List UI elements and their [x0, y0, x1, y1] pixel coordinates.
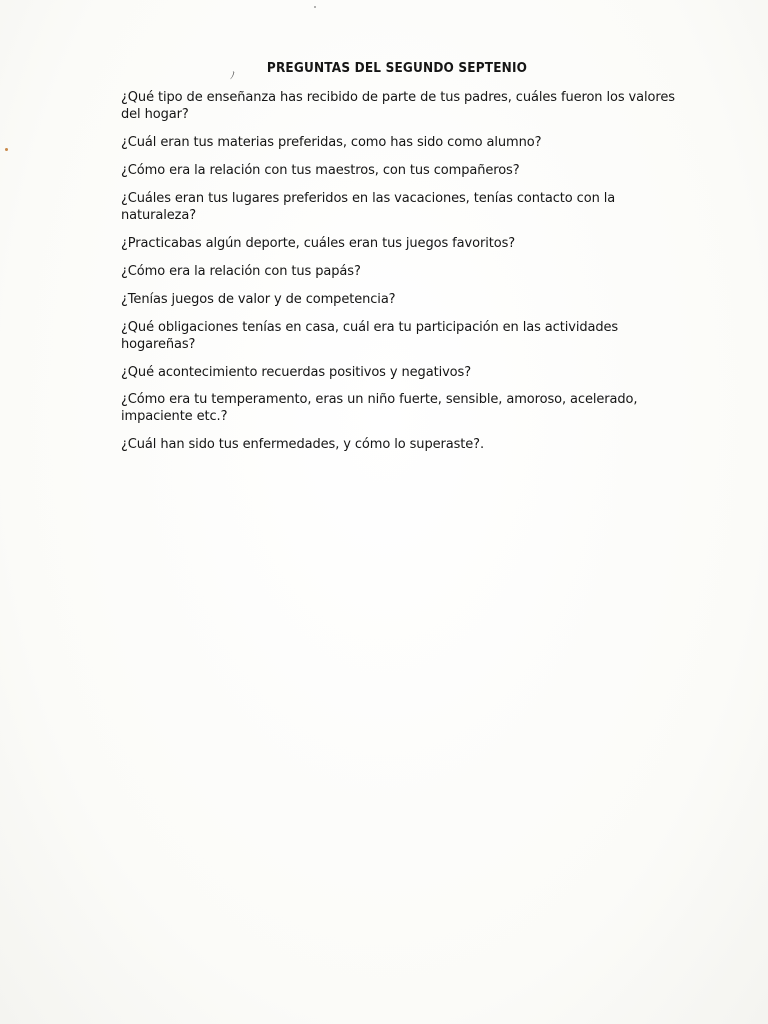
- question-6: ¿Cómo era la relación con tus papás?: [121, 264, 361, 279]
- scan-speck: [314, 6, 316, 8]
- question-9: ¿Qué acontecimiento recuerdas positivos y negativos?: [121, 365, 472, 380]
- stray-pen-mark: ﾉ: [230, 71, 235, 82]
- question-4: ¿Cuáles eran tus lugares preferidos en las vacaciones, tenías contacto con la naturaleza?: [121, 191, 616, 223]
- page-title: PREGUNTAS DEL SEGUNDO SEPTENIO: [266, 61, 528, 76]
- question-3: ¿Cómo era la relación con tus maestros, con tus compañeros?: [121, 163, 520, 178]
- question-5: ¿Practicabas algún deporte, cuáles eran tus juegos favoritos?: [121, 236, 516, 251]
- question-2: ¿Cuál eran tus materias preferidas, como has sido como alumno?: [121, 135, 542, 150]
- question-1: ¿Qué tipo de enseñanza has recibido de parte de tus padres, cuáles fueron los valores del hogar?: [121, 90, 675, 122]
- question-list: [121, 89, 677, 464]
- question-10: ¿Cómo era tu temperamento, eras un niño fuerte, sensible, amoroso, acelerado, impaciente etc.?: [121, 392, 638, 424]
- question-11: ¿Cuál han sido tus enfermedades, y cómo lo superaste?.: [121, 437, 485, 452]
- scan-speck: [5, 148, 8, 151]
- question-8: ¿Qué obligaciones tenías en casa, cuál era tu participación en las actividades hogareñas?: [121, 320, 619, 352]
- question-7: ¿Tenías juegos de valor y de competencia?: [121, 292, 396, 307]
